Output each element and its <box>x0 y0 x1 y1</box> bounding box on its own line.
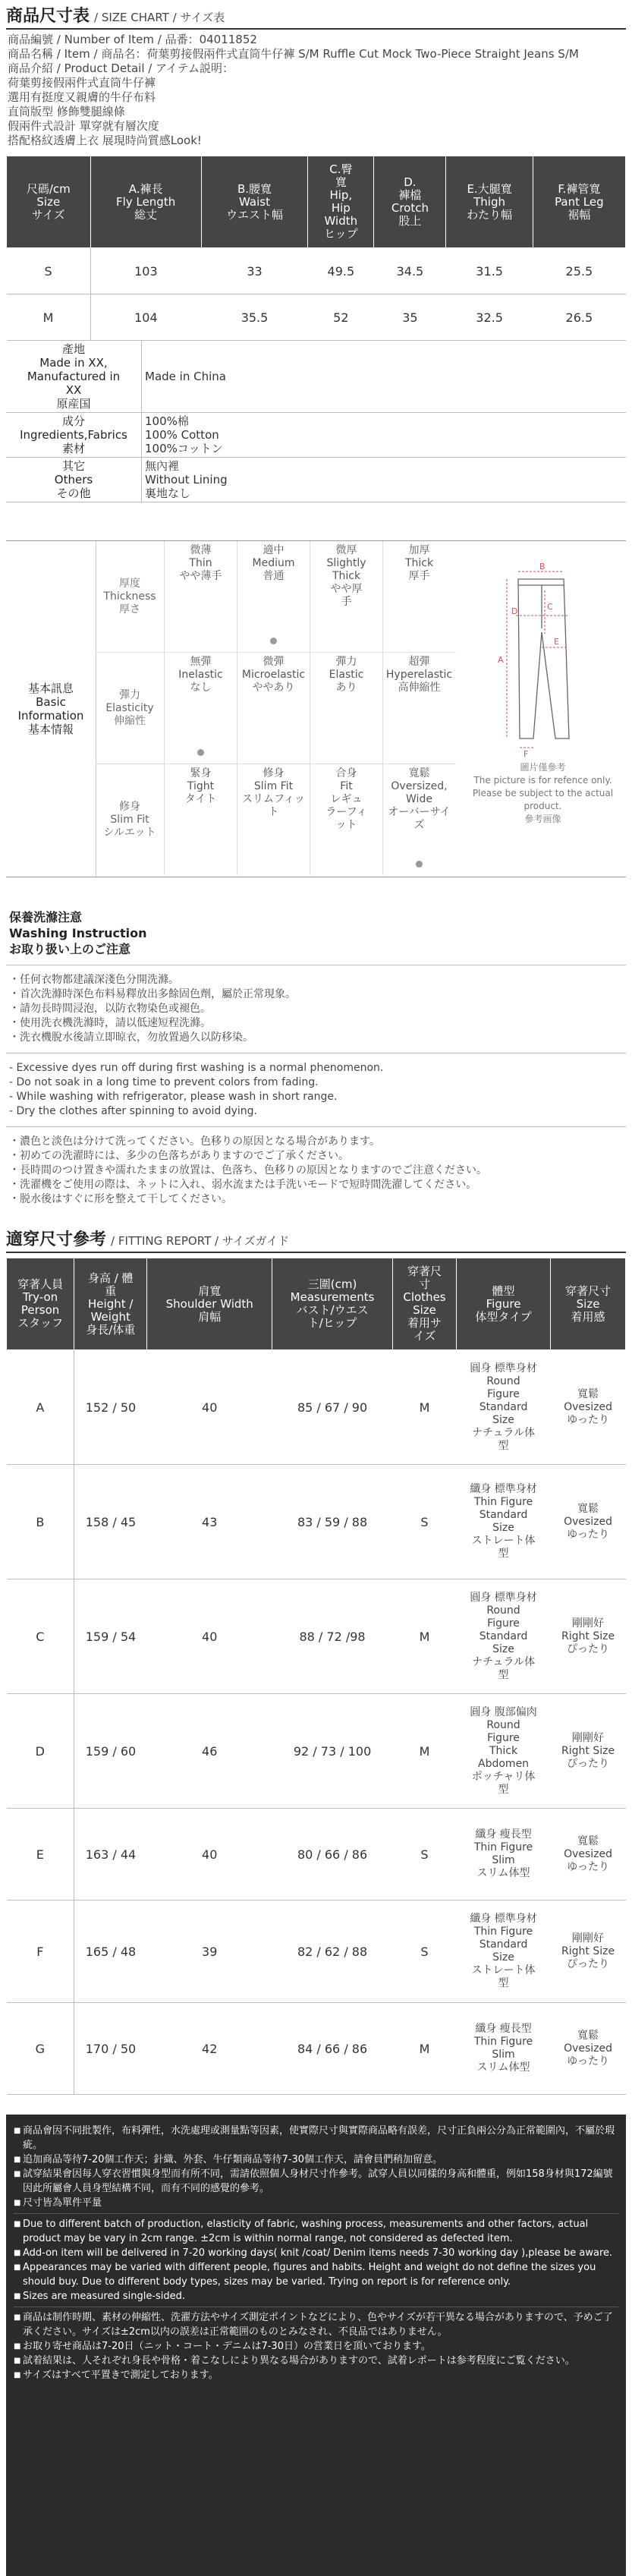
attribute-option-label: 合身 Fit レギュ ラーフィ ット <box>325 767 367 831</box>
attribute-option <box>310 764 382 875</box>
fitting-row <box>7 2003 626 2095</box>
fitting-value: 剛剛好 Right Size ぴったり <box>551 1694 626 1809</box>
size-row <box>7 294 626 341</box>
fitting-header <box>0 1225 632 1252</box>
washing-title-en: Washing Instruction <box>9 926 147 940</box>
attribute-option-label: 緊身 Tight タイト <box>184 767 217 805</box>
fitting-row <box>7 1809 626 1901</box>
product-info-line: 商品介紹 / Product Detail / アイテム説明： <box>8 61 234 75</box>
size-value: 25.5 <box>533 248 625 294</box>
attribute-option <box>382 653 455 764</box>
attribute-option-label: 微彈 Microelastic ややあり <box>241 656 306 694</box>
notice-box <box>6 2115 626 2576</box>
figure-caption: 圖片僅參考 The picture is for refence only. Please be subject to the actual product. 參考画像 <box>472 762 614 824</box>
size-chart-header <box>0 0 632 28</box>
attribute-name: 修身 Slim Fit シルエット <box>103 800 156 839</box>
attribute-option-label: 微薄 Thin やや薄手 <box>179 544 222 582</box>
size-value: 49.5 <box>308 248 374 294</box>
size-value: 31.5 <box>446 248 533 294</box>
fitting-value: 82 / 62 / 88 <box>272 1901 393 2003</box>
fitting-value: 159 / 54 <box>74 1579 147 1694</box>
washing-line: - Excessive dyes run off during first washing is a normal phenomenon. <box>9 1062 384 1074</box>
size-value: 35 <box>374 294 446 341</box>
fitting-value: 纖身 瘦長型 Thin Figure Slim スリム体型 <box>457 2003 551 2095</box>
product-info-line: 選用有挺度又親膚的牛仔布料 <box>8 90 156 104</box>
size-col-header: 尺碼/cm Size サイズ <box>7 156 91 248</box>
figure-letter: A <box>498 655 504 665</box>
figure-letter: E <box>554 637 559 647</box>
attribute-option <box>237 653 310 764</box>
size-chart-subtitle: / SIZE CHART / サイズ表 <box>94 11 225 24</box>
size-value: 26.5 <box>533 294 625 341</box>
fitting-value: 剛剛好 Right Size ぴったり <box>551 1579 626 1694</box>
selected-dot-icon <box>197 749 204 756</box>
size-label: M <box>7 294 91 341</box>
fitting-col-header: 三圍(cm) Measurements バスト/ウエス ト/ヒップ <box>272 1258 393 1350</box>
attribute-row <box>96 764 456 875</box>
fitting-value: 170 / 50 <box>74 2003 147 2095</box>
fitting-value: M <box>392 1694 456 1809</box>
washing-title-zh: 保養洗滌注意 <box>9 910 83 924</box>
fitting-value: 纖身 標準身材 Thin Figure Standard Size ストレート体 型 <box>457 1465 551 1579</box>
size-col-header: D. 褲檔 Crotch 股上 <box>374 156 446 248</box>
attribute-option <box>237 764 310 875</box>
attribute-option <box>237 541 310 652</box>
size-col-header: E.大腿寬 Thigh わたり幅 <box>446 156 533 248</box>
fitting-value: M <box>392 2003 456 2095</box>
fitting-row <box>7 1465 626 1579</box>
fitting-value: 46 <box>147 1694 272 1809</box>
fitting-person: G <box>7 2003 74 2095</box>
fitting-value: S <box>392 1901 456 2003</box>
washing-line: - Do not soak in a long time to prevent colors from fading. <box>9 1076 319 1088</box>
washing-notes-ja <box>6 1126 626 1207</box>
fitting-person: D <box>7 1694 74 1809</box>
size-value: 34.5 <box>374 248 446 294</box>
washing-line: ・洗衣機脫水後請立即晾衣，勿放置過久以防移染。 <box>9 1031 253 1044</box>
fitting-value: 83 / 59 / 88 <box>272 1465 393 1579</box>
size-value: 35.5 <box>201 294 308 341</box>
washing-title <box>6 908 626 959</box>
fitting-title: 適穿尺寸參考 <box>6 1230 107 1249</box>
fitting-value: 圓身 標準身材 Round Figure Standard Size ナチュラル体 型 <box>457 1579 551 1694</box>
notice-line: ■ Due to different batch of production, elasticity of fabric, washing process, measurements and other factors, actual product may be vary in 2cm range. ±2cm is within normal range, not considered as defected item. <box>14 2217 618 2246</box>
size-col-header: A.褲長 Fly Length 総丈 <box>90 156 201 248</box>
fitting-value: 剛剛好 Right Size ぴったり <box>551 1901 626 2003</box>
product-info-line: 商品名稱 / Item / 商品名：荷葉剪接假兩件式直筒牛仔褲 S/M Ruffle Cut Mock Two-Piece Straight Jeans S/M <box>8 47 579 61</box>
basic-information <box>6 540 626 877</box>
fitting-row <box>7 1694 626 1809</box>
attribute-option <box>310 541 382 652</box>
fitting-value: 80 / 66 / 86 <box>272 1809 393 1901</box>
size-table <box>6 156 626 341</box>
fitting-value: M <box>392 1350 456 1465</box>
fitting-row <box>7 1350 626 1465</box>
fitting-value: 寬鬆 Ovesized ゆったり <box>551 1350 626 1465</box>
fitting-value: 纖身 瘦長型 Thin Figure Slim スリム体型 <box>457 1809 551 1901</box>
size-chart-title: 商品尺寸表 <box>6 7 90 26</box>
material-label: 產地 Made in XX, Manufactured in XX 原産国 <box>6 341 142 413</box>
size-col-header: F.褲管寬 Pant Leg 裾幅 <box>533 156 625 248</box>
attribute-option-label: 無彈 Inelastic なし <box>178 656 223 694</box>
attribute-option-label: 微厚 Slightly Thick やや厚 手 <box>326 544 366 608</box>
attribute-option-label: 超彈 Hyperelastic 高伸縮性 <box>385 656 453 694</box>
fitting-value: 纖身 標準身材 Thin Figure Standard Size ストレート体 型 <box>457 1901 551 2003</box>
product-info-line: 商品編號 / Number of Item / 品番：04011852 <box>8 33 257 46</box>
figure-letter: B <box>539 562 546 572</box>
size-row <box>7 248 626 294</box>
figure-letter: D <box>511 606 518 616</box>
notice-line: ■ 追加商品等待7-20個工作天；針織、外套、牛仔類商品等待7-30個工作天，請會員們稍加留意。 <box>14 2152 618 2167</box>
washing-line: ・請勿長時間浸泡，以防衣物染色或褪色。 <box>9 1003 211 1015</box>
fitting-value: 92 / 73 / 100 <box>272 1694 393 1809</box>
washing-title-ja: お取り扱い上のご注意 <box>9 942 131 956</box>
divider <box>6 1252 626 1253</box>
size-col-header: C.臀 寬 Hip, Hip Width ヒップ <box>308 156 374 248</box>
attribute-option-label: 適中 Medium 普通 <box>252 544 295 582</box>
notice-group <box>14 2214 618 2307</box>
attribute-option <box>382 764 455 875</box>
fitting-table <box>6 1258 626 2095</box>
notice-line: ■ 商品は制作時期、素材の伸縮性、洗濯方法やサイズ測定ポイントなどにより、色やサイズが若干異なる場合がありますので、予めご了承ください。サイズは±2cm以内の誤差は正常範囲のものとみなされ、不良品ではありません。 <box>14 2310 618 2339</box>
fitting-value: 寬鬆 Ovesized ゆったり <box>551 2003 626 2095</box>
material-label: 其它 Others その他 <box>6 458 142 502</box>
fitting-col-header: 穿著尺寸 Size 着用感 <box>551 1258 626 1350</box>
product-info-line: 荷葉剪接假兩件式直筒牛仔褲 <box>8 76 156 90</box>
fitting-col-header: 體型 Figure 体型タイプ <box>457 1258 551 1350</box>
material-row <box>6 341 626 413</box>
attribute-name: 厚度 Thickness 厚さ <box>103 577 156 616</box>
attribute-row <box>96 541 456 653</box>
size-col-header: B.腰寬 Waist ウエスト幅 <box>201 156 308 248</box>
fitting-value: 42 <box>147 2003 272 2095</box>
attribute-grid <box>96 541 456 875</box>
product-info-line: 直筒版型 修飾雙腿線條 <box>8 105 125 118</box>
fitting-value: 88 / 72 /98 <box>272 1579 393 1694</box>
fitting-value: 寬鬆 Ovesized ゆったり <box>551 1465 626 1579</box>
fitting-person: A <box>7 1350 74 1465</box>
material-value: 100%棉 100% Cotton 100%コットン <box>142 413 627 458</box>
washing-line: ・初めての洗濯時には、多少の色落ちがありますのでご了承ください。 <box>9 1150 349 1162</box>
fitting-person: E <box>7 1809 74 1901</box>
product-info <box>0 30 632 151</box>
notice-line: ■ Appearances may be varied with different people, figures and habits. Height and weight do not define the sizes you should buy. Due to different body types, sizes may be varied. Trying on report is for reference only. <box>14 2260 618 2289</box>
selected-dot-icon <box>270 638 277 644</box>
washing-notes-zh <box>6 965 626 1045</box>
fitting-person: C <box>7 1579 74 1694</box>
fitting-value: 85 / 67 / 90 <box>272 1350 393 1465</box>
attribute-option-label: 加厚 Thick 厚手 <box>404 544 434 582</box>
washing-line: ・濃色と淡色は分けて洗ってください。色移りの原因となる場合があります。 <box>9 1135 380 1148</box>
attribute-option <box>164 541 237 652</box>
fitting-value: 43 <box>147 1465 272 1579</box>
fitting-value: 165 / 48 <box>74 1901 147 2003</box>
washing-notes-en <box>6 1053 626 1119</box>
attribute-option-label: 寬鬆 Oversized, Wide オーバーサイ ズ <box>388 767 451 831</box>
attribute-option-label: 彈力 Elastic あり <box>329 656 364 694</box>
fitting-value: 40 <box>147 1579 272 1694</box>
material-table <box>6 341 626 502</box>
material-value: 無內裡 Without Lining 裏地なし <box>142 458 627 502</box>
fitting-value: S <box>392 1809 456 1901</box>
size-value: 33 <box>201 248 308 294</box>
fitting-value: S <box>392 1465 456 1579</box>
notice-line: ■ お取り寄せ商品は7-20日（ニット・コート・デニムは7-30日）の営業日を頂いております。 <box>14 2339 618 2354</box>
washing-line: - While washing with refrigerator, please wash in short range. <box>9 1091 338 1103</box>
attribute-option <box>164 653 237 764</box>
attribute-row <box>96 653 456 764</box>
selected-dot-icon <box>416 861 423 868</box>
product-info-line: 假兩件式設計 單穿就有層次度 <box>8 119 159 133</box>
fitting-value: M <box>392 1579 456 1694</box>
attribute-option <box>382 541 455 652</box>
notice-line: ■ 商品會因不同批製作，布料彈性，水洗處理或測量點等因素，使實際尺寸與實際商品略有誤差，尺寸正負兩公分為正常範圍內，不屬於瑕疵。 <box>14 2124 618 2152</box>
size-value: 32.5 <box>446 294 533 341</box>
product-info-line: 搭配格紋透膚上衣 展現時尚質感Look! <box>8 134 202 147</box>
notice-group <box>14 2121 618 2214</box>
attribute-option <box>164 764 237 875</box>
notice-line: ■ サイズはすべて平置きで測定しております。 <box>14 2368 618 2382</box>
fitting-value: 圓身 腹部偏肉 Round Figure Thick Abdomen ポッチャリ体 型 <box>457 1694 551 1809</box>
fitting-row <box>7 1579 626 1694</box>
washing-section <box>6 908 626 1207</box>
fitting-value: 84 / 66 / 86 <box>272 2003 393 2095</box>
washing-line: ・使用洗衣機洗滌時，請以低速短程洗滌。 <box>9 1017 211 1029</box>
material-row <box>6 413 626 458</box>
attribute-option <box>310 653 382 764</box>
basic-information-label: 基本訊息 Basic Information 基本情報 <box>6 541 96 877</box>
washing-line: - Dry the clothes after spinning to avoid dying. <box>9 1105 257 1117</box>
washing-line: ・任何衣物都建議深淺色分開洗滌。 <box>9 974 179 986</box>
size-value: 103 <box>90 248 201 294</box>
washing-line: ・脱水後はすぐに形を整えて干してください。 <box>9 1193 232 1205</box>
attribute-name: 彈力 Elasticity 伸縮性 <box>105 688 154 727</box>
fitting-value: 158 / 45 <box>74 1465 147 1579</box>
fitting-value: 152 / 50 <box>74 1350 147 1465</box>
notice-line: ■ Add-on item will be delivered in 7-20 working days( knit /coat/ Denim items needs 7-30 working day ),please be aware. <box>14 2246 618 2260</box>
notice-line: ■ 試着結果は、人それぞれ身長や骨格・着こなしにより異なる場合がありますので、試着レポートは参考程度にご覧ください。 <box>14 2354 618 2368</box>
fitting-person: B <box>7 1465 74 1579</box>
fitting-value: 39 <box>147 1901 272 2003</box>
fitting-col-header: 身高 / 體 重 Height / Weight 身長/体重 <box>74 1258 147 1350</box>
fitting-row <box>7 1901 626 2003</box>
fitting-subtitle: / FITTING REPORT / サイズガイド <box>111 1234 290 1248</box>
fitting-value: 40 <box>147 1809 272 1901</box>
figure-letter: C <box>547 602 553 612</box>
notice-line: ■ Sizes are measured single-sided. <box>14 2289 618 2304</box>
material-label: 成分 Ingredients,Fabrics 素材 <box>6 413 142 458</box>
fitting-col-header: 穿著尺 寸 Clothes Size 着用サ イズ <box>392 1258 456 1350</box>
fitting-value: 40 <box>147 1350 272 1465</box>
fitting-value: 163 / 44 <box>74 1809 147 1901</box>
fitting-value: 圓身 標準身材 Round Figure Standard Size ナチュラル体 型 <box>457 1350 551 1465</box>
washing-line: ・首次洗滌時深色布料易釋放出多餘固色劑，屬於正常現象。 <box>9 988 296 1000</box>
size-value: 52 <box>308 294 374 341</box>
size-label: S <box>7 248 91 294</box>
material-row <box>6 458 626 502</box>
size-value: 104 <box>90 294 201 341</box>
fitting-col-header: 穿著人員 Try-on Person スタッフ <box>7 1258 74 1350</box>
fitting-col-header: 肩寬 Shoulder Width 肩幅 <box>147 1258 272 1350</box>
fitting-value: 寬鬆 Ovesized ゆったり <box>551 1809 626 1901</box>
washing-line: ・洗濯機をご使用の際は、ネットに入れ、弱水流または手洗いモードで短時間洗濯してください。 <box>9 1179 477 1191</box>
notice-line: ■ 試穿結果會因每人穿衣習慣與身型而有所不同，需請依照個人身材尺寸作參考。試穿人員以同樣的身高和體重，例如158身材與172編號因此所屬會人員身型結構不同，而有不同的感覺的參考。 <box>14 2167 618 2196</box>
figure-letter: F <box>524 749 529 759</box>
washing-line: ・長時間のつけ置きや濡れたままの放置は、色落ち、色移りの原因となりますのでご注意ください。 <box>9 1164 487 1176</box>
notice-group <box>14 2307 618 2385</box>
fitting-value: 159 / 60 <box>74 1694 147 1809</box>
fitting-person: F <box>7 1901 74 2003</box>
attribute-option-label: 修身 Slim Fit スリムフィッ ト <box>242 767 305 818</box>
material-value: Made in China <box>142 341 627 413</box>
notice-line: ■ 尺寸皆為單件平量 <box>14 2196 618 2210</box>
